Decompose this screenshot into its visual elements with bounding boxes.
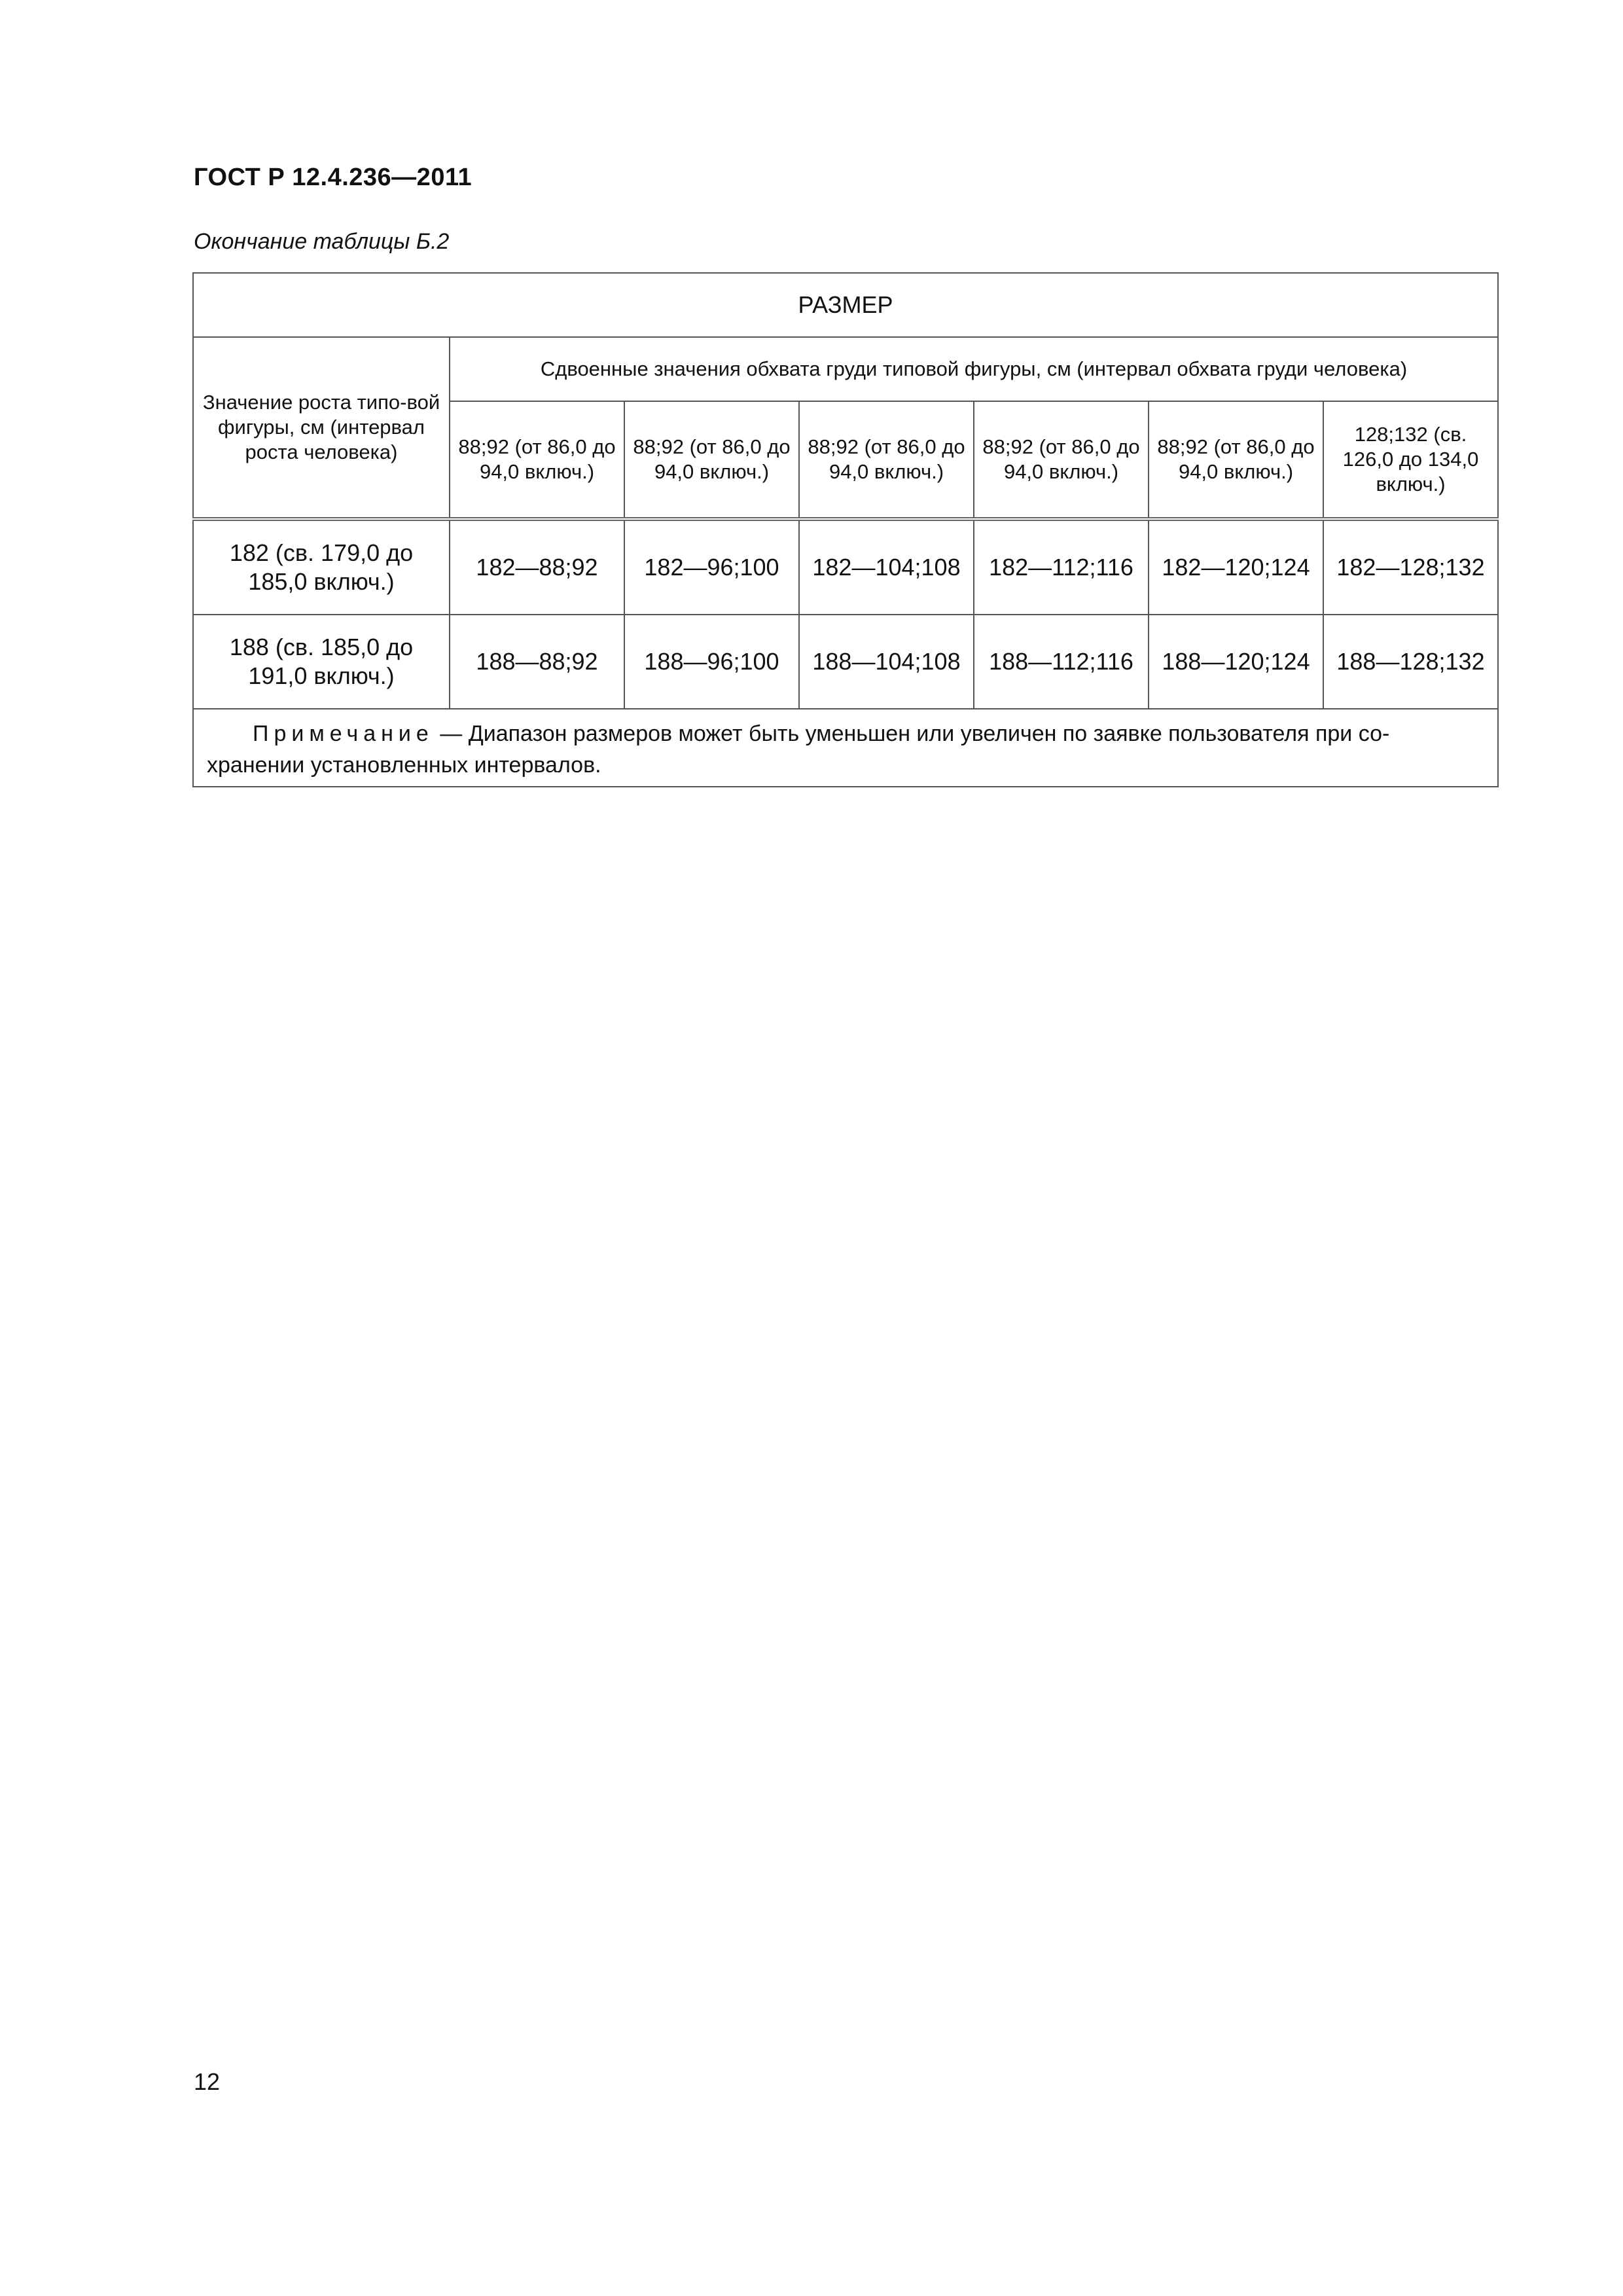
size-cell: 182—88;92 bbox=[450, 519, 624, 615]
size-cell: 188—104;108 bbox=[799, 615, 974, 709]
table-title: РАЗМЕР bbox=[193, 273, 1498, 337]
document-code: ГОСТ Р 12.4.236—2011 bbox=[194, 164, 473, 191]
chest-column-header: Сдвоенные значения обхвата груди типовой фигуры, см (интервал обхвата груди человека) bbox=[450, 337, 1498, 401]
height-cell: 182 (св. 179,0 до 185,0 включ.) bbox=[193, 519, 450, 615]
table-row bbox=[193, 519, 1498, 615]
size-cell: 182—104;108 bbox=[799, 519, 974, 615]
size-cell: 182—128;132 bbox=[1323, 519, 1498, 615]
size-cell: 182—112;116 bbox=[974, 519, 1149, 615]
note-text: — Диапазон размеров может быть уменьшен или увеличен по заявке пользователя при со-хранении установленных интервалов. bbox=[207, 721, 1390, 778]
size-cell: 188—96;100 bbox=[624, 615, 799, 709]
size-table bbox=[192, 272, 1499, 787]
page-number: 12 bbox=[194, 2068, 221, 2095]
chest-size-header: 88;92 (от 86,0 до 94,0 включ.) bbox=[1149, 401, 1323, 519]
size-cell: 188—120;124 bbox=[1149, 615, 1323, 709]
size-cell: 182—120;124 bbox=[1149, 519, 1323, 615]
chest-size-header: 88;92 (от 86,0 до 94,0 включ.) bbox=[450, 401, 624, 519]
size-cell: 188—112;116 bbox=[974, 615, 1149, 709]
size-cell: 188—128;132 bbox=[1323, 615, 1498, 709]
chest-size-header: 128;132 (св. 126,0 до 134,0 включ.) bbox=[1323, 401, 1498, 519]
table-note bbox=[193, 709, 1498, 787]
height-column-header: Значение роста типо-вой фигуры, см (интервал роста человека) bbox=[193, 337, 450, 519]
size-cell: 182—96;100 bbox=[624, 519, 799, 615]
chest-size-header: 88;92 (от 86,0 до 94,0 включ.) bbox=[624, 401, 799, 519]
table-row bbox=[193, 615, 1498, 709]
size-cell: 188—88;92 bbox=[450, 615, 624, 709]
height-cell: 188 (св. 185,0 до 191,0 включ.) bbox=[193, 615, 450, 709]
chest-size-header: 88;92 (от 86,0 до 94,0 включ.) bbox=[799, 401, 974, 519]
chest-size-header: 88;92 (от 86,0 до 94,0 включ.) bbox=[974, 401, 1149, 519]
table-caption: Окончание таблицы Б.2 bbox=[194, 229, 450, 254]
note-label: Примечание bbox=[253, 721, 434, 746]
